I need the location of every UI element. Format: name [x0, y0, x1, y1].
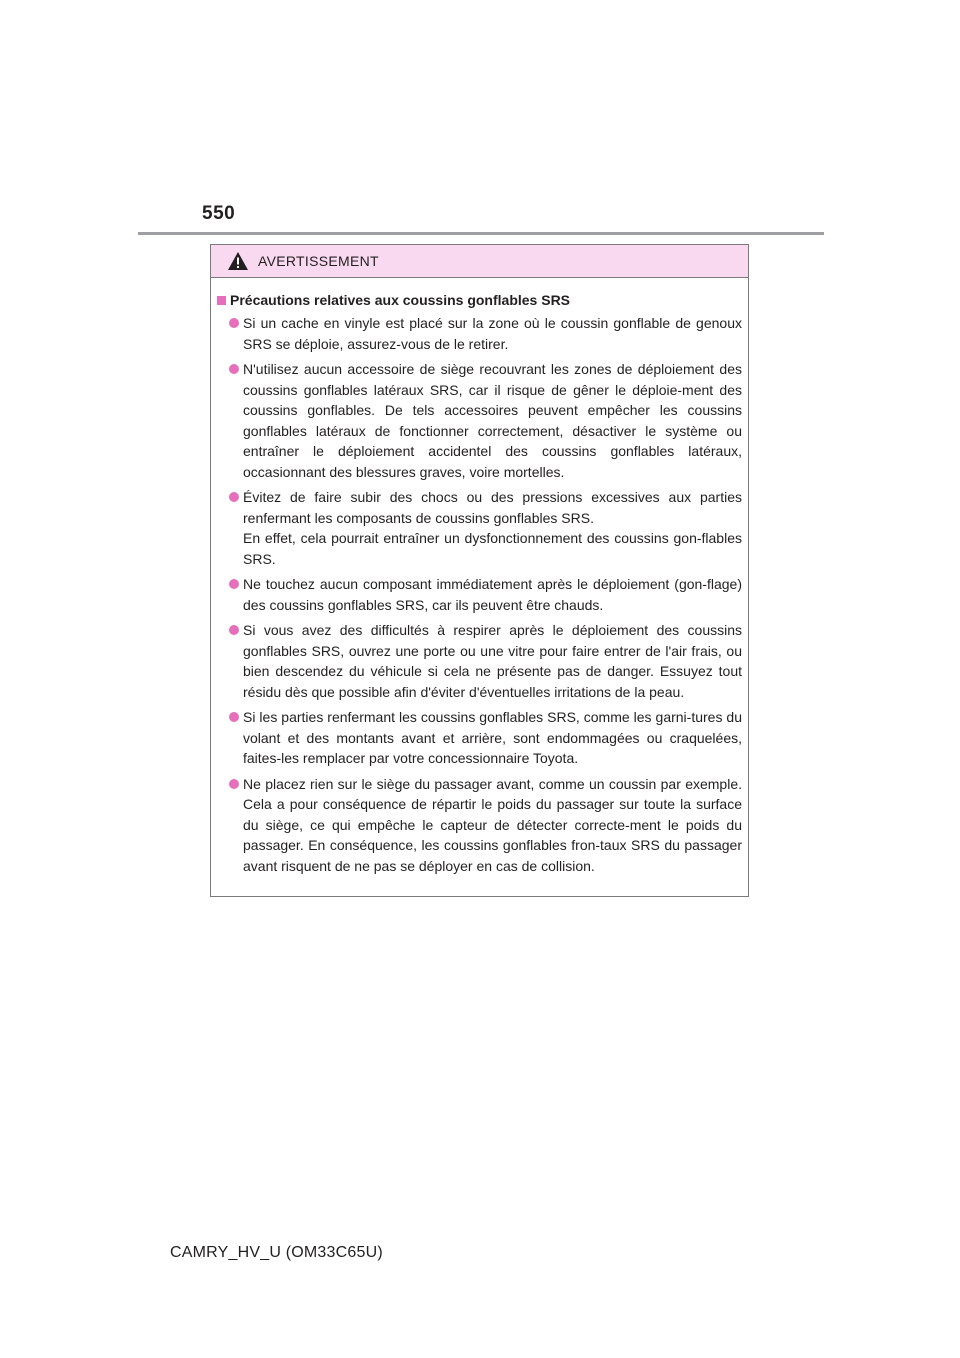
list-item-text: Si un cache en vinyle est placé sur la zone où le coussin gonflable de genoux SRS se déploie, assurez-vous de le retirer.: [243, 315, 742, 352]
section-heading: [217, 291, 742, 309]
list-item: [217, 707, 742, 769]
page-number: 550: [202, 203, 236, 224]
list-item-text-continued: En effet, cela pourrait entraîner un dysfonctionnement des coussins gon-flables SRS.: [243, 530, 742, 567]
footer-document-code: CAMRY_HV_U (OM33C65U): [170, 1244, 383, 1261]
square-bullet-icon: [217, 296, 226, 305]
list-item: [217, 359, 742, 482]
list-item-text: Ne touchez aucun composant immédiatement après le déploiement (gon-flage) des coussins gonflables SRS, car ils peuvent être chauds.: [243, 576, 742, 613]
warning-triangle-icon: [227, 251, 249, 271]
bullet-icon: [229, 318, 239, 328]
list-item: [217, 574, 742, 615]
list-item-text: Si les parties renfermant les coussins gonflables SRS, comme les garni-tures du volant et des montants avant et arrière, sont endommagées ou craquelées, faites-les remplacer par votre concessionnaire Toyota.: [243, 709, 742, 766]
warning-box: [210, 244, 749, 897]
warning-body: [211, 278, 748, 876]
list-item: [217, 620, 742, 702]
list-item: [217, 313, 742, 354]
warning-title: AVERTISSEMENT: [258, 253, 379, 269]
list-item-text: N'utilisez aucun accessoire de siège recouvrant les zones de déploiement des coussins gonflables latéraux SRS, car il risque de gêner le déploie-ment des coussins gonflables. De tels accessoires peuvent empêcher les coussins gonflables latéraux de fonctionner correctement, désactiver le système ou entraîner le déploiement accidentel des coussins gonflables latéraux, occasionnant des blessures graves, voire mortelles.: [243, 361, 742, 480]
bullet-icon: [229, 625, 239, 635]
bullet-icon: [229, 579, 239, 589]
bullet-icon: [229, 712, 239, 722]
list-item-text: Évitez de faire subir des chocs ou des pressions excessives aux parties renfermant les composants de coussins gonflables SRS.: [243, 489, 742, 526]
bullet-icon: [229, 492, 239, 502]
warning-header: [211, 245, 748, 278]
list-item: [217, 487, 742, 569]
list-item-text: Ne placez rien sur le siège du passager avant, comme un coussin par exemple. Cela a pour conséquence de répartir le poids du passager sur toute la surface du siège, ce qui empêche le capteur de détecter correcte-ment le poids du passager. En conséquence, les coussins gonflables fron-taux SRS du passager avant risquent de ne pas se déployer en cas de collision.: [243, 775, 742, 874]
list-item-text: Si vous avez des difficultés à respirer après le déploiement des coussins gonflables SRS, ouvrez une porte ou une vitre pour faire entrer de l'air frais, ou bien descendez du véhicule si cela ne présente pas de danger. Essuyez tout résidu dès que possible afin d'éviter d'éventuelles irritations de la peau.: [243, 622, 742, 700]
list-item: [217, 774, 742, 877]
header-rule: [138, 232, 824, 235]
bullet-icon: [229, 779, 239, 789]
bullet-icon: [229, 364, 239, 374]
section-heading-text: Précautions relatives aux coussins gonflables SRS: [230, 292, 571, 308]
